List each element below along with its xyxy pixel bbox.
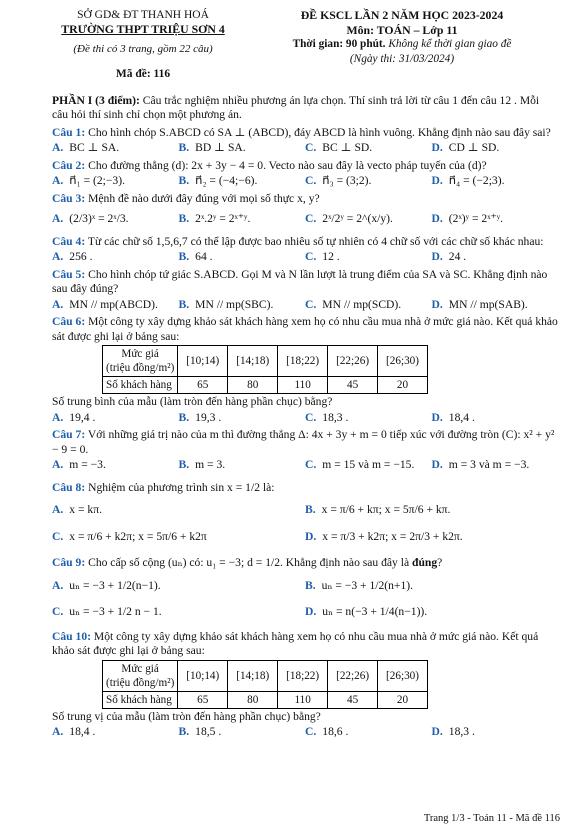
option-c[interactable]: C. 18,6 .	[305, 725, 349, 739]
option-b[interactable]: B. 64 .	[178, 250, 213, 264]
option-b[interactable]: B. 18,5 .	[178, 725, 222, 739]
question-label: Câu 6:	[52, 315, 86, 329]
option-b[interactable]: B. uₙ = −3 + 1/2(n+1).	[305, 578, 414, 592]
table-cell: 80	[228, 691, 278, 708]
page-footer: Trang 1/3 - Toán 11 - Mã đề 116	[423, 813, 560, 824]
question-label: Câu 1:	[52, 125, 86, 139]
question-label: Câu 3:	[52, 191, 86, 205]
options-grid	[52, 497, 558, 550]
question-10	[52, 630, 558, 740]
options-row	[52, 141, 558, 155]
table-cell: [26;30)	[378, 660, 428, 691]
header-right	[252, 8, 552, 66]
options-row	[52, 725, 558, 739]
question-text: Cho hình chóp S.ABCD có SA ⊥ (ABCD), đáy ABCD là hình vuông. Khẳng định nào sau đây sai?	[85, 125, 551, 139]
table-cell: [14;18)	[228, 346, 278, 377]
exam-title: ĐỀ KSCL LẦN 2 NĂM HỌC 2023-2024	[300, 8, 504, 22]
option-b[interactable]: B. 19,3 .	[178, 410, 222, 424]
question-label: Câu 8:	[52, 480, 86, 494]
exam-header	[0, 8, 587, 88]
question-text: Một công ty xây dựng khảo sát khách hàng xem họ có nhu cầu mua nhà ở mức giá nào. Kết quả khảo sát được ghi lại ở bảng sau:	[52, 315, 558, 343]
part1-heading: PHẦN I (3 điểm):	[52, 94, 140, 107]
question-followup: Số trung vị của mẫu (làm tròn đến hàng phần chục) bằng?	[52, 709, 321, 723]
exam-time-note: Không kể thời gian giao đề	[385, 38, 512, 51]
department-name: SỞ GD& ĐT THANH HOÁ	[77, 9, 209, 21]
option-d[interactable]: D. n⃗₄ = (−2;3).	[431, 174, 505, 188]
option-c[interactable]: C. m = 15 và m = −15.	[305, 458, 415, 472]
question-emphasis: đúng	[412, 556, 438, 570]
table-header-price: Mức giá (triệu đồng/m²)	[103, 346, 178, 377]
option-c[interactable]: C. 2ˣ/2ʸ = 2^(x/y).	[305, 212, 393, 226]
option-b[interactable]: B. MN // mp(SBC).	[178, 297, 274, 311]
question-text: Từ các chữ số 1,5,6,7 có thể lập được bao nhiêu số tự nhiên có 4 chữ số với các chữ số khác nhau:	[85, 234, 544, 248]
option-c[interactable]: C. MN // mp(SCD).	[305, 297, 402, 311]
exam-date: (Ngày thi: 31/03/2024)	[349, 52, 455, 65]
price-survey-table	[102, 660, 428, 709]
question-text: Cho đường thẳng (d): 2x + 3y − 4 = 0. Vecto nào sau đây là vecto pháp tuyến của (d)?	[85, 158, 487, 172]
option-b[interactable]: B. n⃗₂ = (−4;−6).	[178, 174, 258, 188]
question-label: Câu 7:	[52, 428, 86, 442]
table-cell: 110	[278, 691, 328, 708]
question-text: Cho hình chóp tứ giác S.ABCD. Gọi M và N lần lượt là trung điểm của SA và SC. Khẳng định nào sau đây đúng?	[52, 267, 548, 296]
question-2	[52, 159, 558, 189]
page-count-note: (Đề thi có 3 trang, gồm 22 câu)	[73, 43, 213, 56]
exam-code: Mã đề: 116	[115, 67, 171, 80]
table-cell: 65	[178, 691, 228, 708]
option-c[interactable]: C. BC ⊥ SD.	[305, 141, 373, 155]
table-cell: 65	[178, 377, 228, 394]
header-left	[34, 8, 252, 81]
option-a[interactable]: A. 19,4 .	[52, 410, 96, 424]
price-survey-table	[102, 345, 428, 394]
question-3	[52, 192, 558, 232]
option-c[interactable]: C. 12 .	[305, 250, 340, 264]
options-row	[52, 411, 558, 425]
table-row	[103, 691, 428, 708]
table-cell: [22;26)	[328, 660, 378, 691]
exam-subject: Môn: TOÁN – Lớp 11	[346, 22, 458, 37]
option-b[interactable]: B. x = π/6 + kπ; x = 5π/6 + kπ.	[305, 503, 451, 517]
options-grid	[52, 573, 558, 626]
table-row	[103, 346, 428, 377]
exam-time-duration: Thời gian: 90 phút.	[292, 38, 386, 51]
table-cell: [18;22)	[278, 660, 328, 691]
table-cell: 20	[378, 691, 428, 708]
question-text: Mệnh đề nào dưới đây đúng với mọi số thực x, y?	[85, 191, 320, 205]
question-label: Câu 4:	[52, 234, 86, 248]
option-a[interactable]: A. MN // mp(ABCD).	[52, 297, 158, 311]
table-cell: 110	[278, 377, 328, 394]
question-text: Nghiệm của phương trình sin x = 1/2 là:	[85, 480, 275, 494]
table-cell: [26;30)	[378, 346, 428, 377]
table-cell: [14;18)	[228, 660, 278, 691]
options-row	[52, 298, 558, 312]
option-d[interactable]: D. x = π/3 + k2π; x = 2π/3 + k2π.	[305, 529, 463, 543]
table-header-price: Mức giá (triệu đồng/m²)	[103, 660, 178, 691]
table-row	[103, 377, 428, 394]
exam-time	[252, 37, 552, 51]
school-name: TRƯỜNG THPT TRIỆU SƠN 4	[61, 22, 225, 37]
question-6	[52, 315, 558, 425]
options-row	[52, 207, 558, 231]
question-1	[52, 126, 558, 156]
option-d[interactable]: D. uₙ = n(−3 + 1/4(n−1)).	[305, 605, 428, 619]
option-b[interactable]: B. 2ˣ.2ʸ = 2ˣ⁺ʸ.	[178, 212, 251, 226]
table-cell: [18;22)	[278, 346, 328, 377]
question-7	[52, 428, 558, 472]
table-cell: [22;26)	[328, 346, 378, 377]
table-cell: 80	[228, 377, 278, 394]
part1-text: Câu trắc nghiệm nhiều phương án lựa chọn. Thí sinh trả lời từ câu 1 đến câu 12 . Mỗi câu hỏi thí sinh chỉ chọn một phương án.	[52, 94, 540, 122]
option-c[interactable]: C. 18,3 .	[305, 410, 349, 424]
table-header-count: Số khách hàng	[103, 691, 178, 708]
option-c[interactable]: C. n⃗₃ = (3;2).	[305, 174, 372, 188]
option-d[interactable]: D. 18,3 .	[431, 725, 475, 739]
question-5	[52, 268, 558, 312]
option-d[interactable]: D. m = 3 và m = −3.	[431, 458, 530, 472]
options-row	[52, 250, 558, 264]
exam-content	[52, 94, 558, 740]
option-a[interactable]: A. 18,4 .	[52, 725, 96, 739]
option-a[interactable]: A. m = −3.	[52, 458, 106, 472]
table-cell: [10;14)	[178, 346, 228, 377]
option-b[interactable]: B. m = 3.	[178, 458, 226, 472]
question-label: Câu 9:	[52, 556, 86, 570]
question-label: Câu 2:	[52, 158, 86, 172]
table-cell: 45	[328, 377, 378, 394]
question-label: Câu 10:	[52, 629, 91, 643]
question-4	[52, 235, 558, 265]
option-b[interactable]: B. BD ⊥ SA.	[178, 141, 246, 155]
options-row	[52, 174, 558, 188]
question-text: Cho cấp số cộng (uₙ) có: u₁ = −3; d = 1/2. Khẳng định nào sau đây là	[85, 556, 413, 570]
options-row	[52, 458, 558, 472]
question-text: Với những giá trị nào của m thì đường thẳng Δ: 4x + 3y + m = 0 tiếp xúc với đường tròn (C): x² + y² − 9 = 0.	[52, 428, 555, 456]
option-d[interactable]: D. (2ˣ)ʸ = 2ˣ⁺ʸ.	[431, 212, 504, 226]
option-a[interactable]: A. x = kπ.	[52, 503, 102, 517]
option-d[interactable]: D. 18,4 .	[431, 410, 475, 424]
option-a[interactable]: A. BC ⊥ SA.	[52, 141, 120, 155]
table-cell: 20	[378, 377, 428, 394]
table-row	[103, 660, 428, 691]
question-8	[52, 481, 558, 550]
table-cell: [10;14)	[178, 660, 228, 691]
option-c[interactable]: C. uₙ = −3 + 1/2 n − 1.	[52, 605, 162, 619]
question-followup: Số trung bình của mẫu (làm tròn đến hàng phần chục) bằng?	[52, 395, 333, 409]
option-a[interactable]: A. 256 .	[52, 250, 93, 264]
option-c[interactable]: C. x = π/6 + k2π; x = 5π/6 + k2π	[52, 529, 207, 543]
table-header-count: Số khách hàng	[103, 377, 178, 394]
option-a[interactable]: A. (2/3)ˣ = 2ˣ/3.	[52, 212, 129, 226]
option-d[interactable]: D. CD ⊥ SD.	[431, 141, 500, 155]
table-cell: 45	[328, 691, 378, 708]
option-a[interactable]: A. n⃗₁ = (2;−3).	[52, 174, 125, 188]
question-text: Một công ty xây dựng khảo sát khách hàng xem họ có nhu cầu mua nhà ở mức giá nào. Kết quả khảo sát được ghi lại ở bảng sau:	[52, 629, 539, 658]
question-9: Câu 9: Cho cấp số cộng (uₙ) có: u₁ = −3; d = 1/2. Khẳng định nào sau đây là đúng? A. uₙ = −3 + 1/2(n−1). B. uₙ = −3 + 1/2(n+1). C. uₙ = −3 + 1/2 n − 1. D. uₙ = n(−3 + 1/4(n−1)).	[52, 556, 558, 625]
part1-instructions	[52, 94, 558, 123]
option-d[interactable]: D. MN // mp(SAB).	[431, 297, 528, 311]
option-a[interactable]: A. uₙ = −3 + 1/2(n−1).	[52, 578, 161, 592]
question-label: Câu 5:	[52, 267, 86, 281]
option-d[interactable]: D. 24 .	[431, 250, 467, 264]
